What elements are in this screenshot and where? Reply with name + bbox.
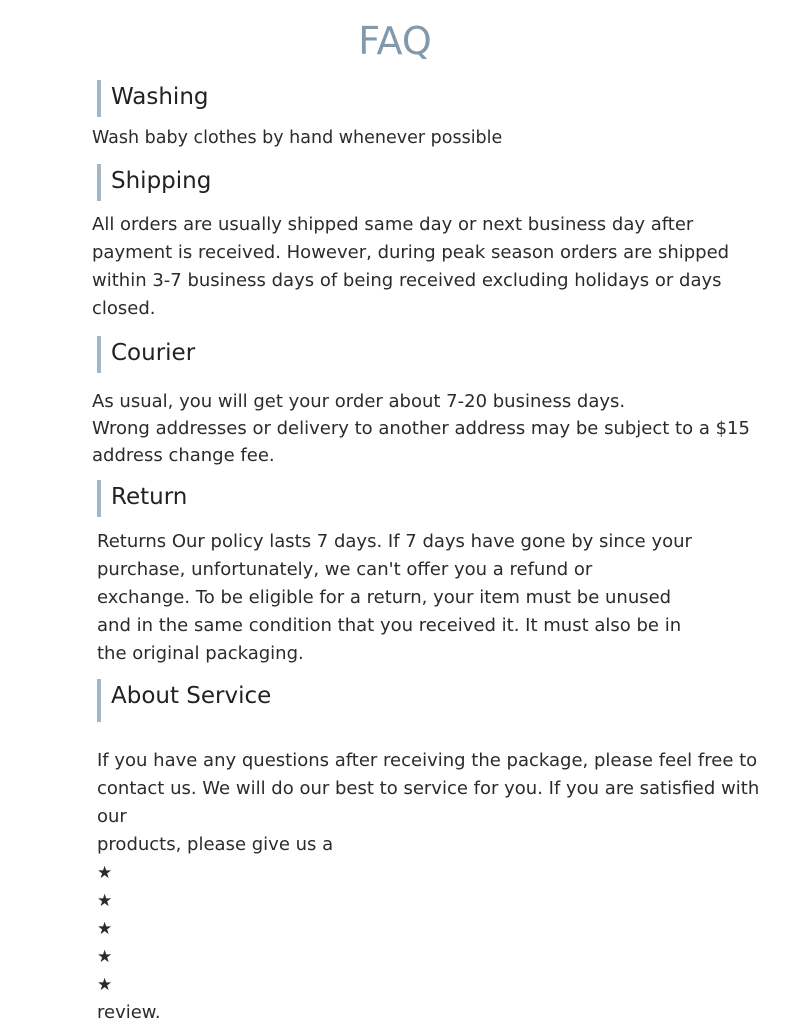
star-icon: ★ [97,919,113,939]
body-line: purchase, unfortunately, we can't offer you a refund or [97,559,593,580]
section-heading-washing: Washing [97,80,209,117]
body-line: Wrong addresses or delivery to another address may be subject to a $15 [92,418,750,439]
page-title: FAQ [358,19,432,63]
body-line: the original packaging. [97,643,304,664]
body-line: If you have any questions after receiving the package, please feel free to [97,750,758,771]
body-line: payment is received. However, during peak season orders are shipped [92,242,730,263]
star-icon: ★ [97,975,113,995]
section-heading-about-service: About Service [97,679,271,722]
body-line: Wash baby clothes by hand whenever possible [92,128,503,148]
section-heading-courier: Courier [97,336,195,373]
section-body-about-service [97,747,790,1027]
section-body-return [97,528,692,668]
star-icon: ★ [97,891,113,911]
body-line: exchange. To be eligible for a return, your item must be unused [97,587,672,608]
rating-text-before: products, please give us a [97,834,334,855]
section-body-washing [92,124,502,152]
section-body-courier [92,388,750,469]
body-line: As usual, you will get your order about 7-20 business days. [92,391,626,412]
rating-text-after: review. [97,1002,161,1023]
star-icon: ★ [97,947,113,967]
section-heading-shipping: Shipping [97,164,211,201]
star-icon: ★ [97,863,113,883]
section-heading-return: Return [97,480,187,517]
body-line: closed. [92,298,156,319]
section-body-shipping [92,211,729,323]
body-line: contact us. We will do our best to service for you. If you are satisfied with our [97,778,760,827]
body-line: address change fee. [92,445,275,466]
body-line: within 3-7 business days of being received excluding holidays or days [92,270,722,291]
rating-stars [97,859,790,999]
body-line: Returns Our policy lasts 7 days. If 7 days have gone by since your [97,531,692,552]
body-line: and in the same condition that you received it. It must also be in [97,615,682,636]
body-line-rating [97,831,790,1027]
body-line: All orders are usually shipped same day or next business day after [92,214,694,235]
